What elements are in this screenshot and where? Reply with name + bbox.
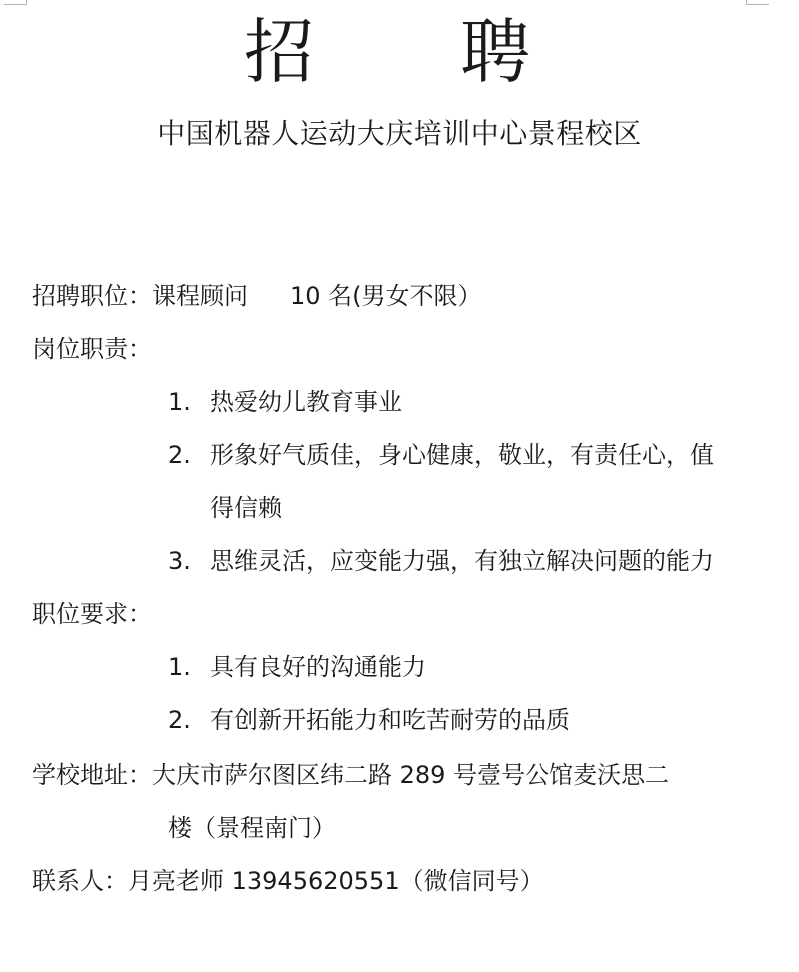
requirements-label: 职位要求： — [32, 600, 152, 628]
duty-item-2-text: 形象好气质佳，身心健康，敬业，有责任心，值 — [210, 441, 714, 469]
requirement-item-2 — [168, 703, 570, 737]
page-title — [0, 12, 799, 92]
title-char-1: 招 — [244, 11, 314, 93]
page-corner-mark-left — [4, 0, 27, 5]
position-row — [32, 279, 482, 313]
address-line-1: 大庆市萨尔图区纬二路 289 号壹号公馆麦沃思二 — [152, 761, 670, 789]
requirement-item-1 — [168, 650, 426, 684]
position-count: 10 名(男女不限） — [290, 282, 482, 310]
contact-row — [32, 864, 544, 898]
requirement-item-1-text: 具有良好的沟通能力 — [210, 653, 426, 681]
duty-item-3 — [168, 544, 714, 578]
address-line-2: 楼（景程南门） — [168, 814, 336, 842]
contact-label: 联系人： — [32, 867, 128, 895]
requirement-item-2-number: 2. — [168, 706, 191, 734]
requirement-item-1-number: 1. — [168, 653, 191, 681]
duty-item-1-text: 热爱幼儿教育事业 — [210, 388, 402, 416]
duty-item-2-number: 2. — [168, 441, 191, 469]
contact-value: 月亮老师 13945620551（微信同号） — [128, 867, 544, 895]
position-label: 招聘职位： — [32, 282, 152, 310]
page-subtitle: 中国机器人运动大庆培训中心景程校区 — [157, 117, 642, 150]
duty-item-1-number: 1. — [168, 388, 191, 416]
duty-item-1 — [168, 385, 402, 419]
requirement-item-2-text: 有创新开拓能力和吃苦耐劳的品质 — [210, 706, 570, 734]
title-char-2: 聘 — [460, 11, 530, 93]
address-label: 学校地址： — [32, 761, 152, 789]
duty-item-2-continuation: 得信赖 — [210, 494, 282, 522]
duty-item-3-text: 思维灵活，应变能力强，有独立解决问题的能力 — [210, 547, 714, 575]
page-corner-mark-right — [746, 0, 769, 5]
duty-item-2 — [168, 438, 714, 472]
duty-item-3-number: 3. — [168, 547, 191, 575]
position-value: 课程顾问 — [152, 282, 248, 310]
duties-label: 岗位职责： — [32, 335, 152, 363]
address-row — [32, 758, 669, 792]
